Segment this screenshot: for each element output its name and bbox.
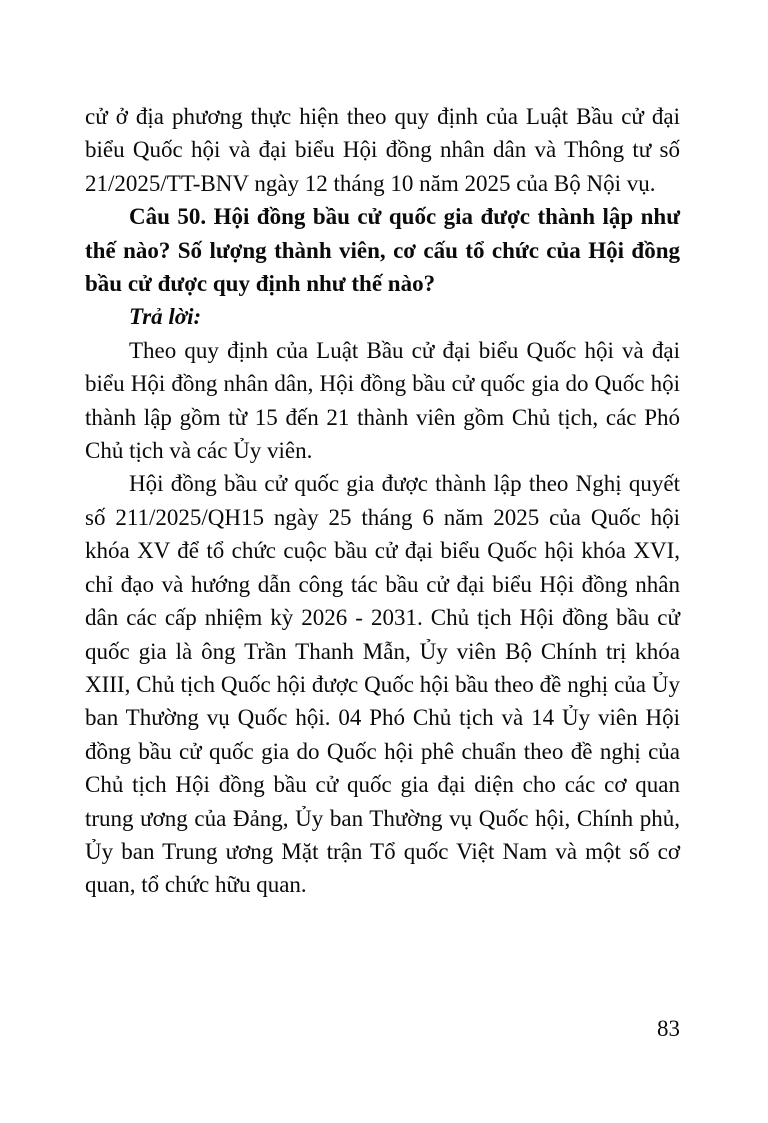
answer-paragraph: Hội đồng bầu cử quốc gia được thành lập theo Nghị quyết số 211/2025/QH15 ngày 25 tháng 6 năm 2025 của Quốc hội khóa XV để tổ chức cuộc bầu cử đại biểu Quốc hội khóa XVI, chỉ đạo và hướng dẫn công tác bầu cử đại biểu Hội đồng nhân dân các cấp nhiệm kỳ 2026 - 2031. Chủ tịch Hội đồng bầu cử quốc gia là ông Trần Thanh Mẫn, Ủy viên Bộ Chính trị khóa XIII, Chủ tịch Quốc hội được Quốc hội bầu theo đề nghị của Ủy ban Thường vụ Quốc hội. 04 Phó Chủ tịch và 14 Ủy viên Hội đồng bầu cử quốc gia do Quốc hội phê chuẩn theo đề nghị của Chủ tịch Hội đồng bầu cử quốc gia đại diện cho các cơ quan trung ương của Đảng, Ủy ban Thường vụ Quốc hội, Chính phủ, Ủy ban Trung ương Mặt trận Tổ quốc Việt Nam và một số cơ quan, tổ chức hữu quan. xyxy=(85,471,680,898)
answer-label: Trả lời: xyxy=(129,304,202,330)
question-heading: Câu 50. Hội đồng bầu cử quốc gia được thành lập như thế nào? Số lượng thành viên, cơ cấu tổ chức của Hội đồng bầu cử được quy định như thế nào? xyxy=(85,204,680,297)
paragraph-continuation: cử ở địa phương thực hiện theo quy định của Luật Bầu cử đại biểu Quốc hội và đại biểu Hội đồng nhân dân và Thông tư số 21/2025/TT-BNV ngày 12 tháng 10 năm 2025 của Bộ Nội vụ. xyxy=(85,104,680,196)
answer-paragraph: Theo quy định của Luật Bầu cử đại biểu Quốc hội và đại biểu Hội đồng nhân dân, Hội đồng bầu cử quốc gia do Quốc hội thành lập gồm từ 15 đến 21 thành viên gồm Chủ tịch, các Phó Chủ tịch và các Ủy viên. xyxy=(85,337,680,464)
page-number: 83 xyxy=(657,1016,680,1041)
